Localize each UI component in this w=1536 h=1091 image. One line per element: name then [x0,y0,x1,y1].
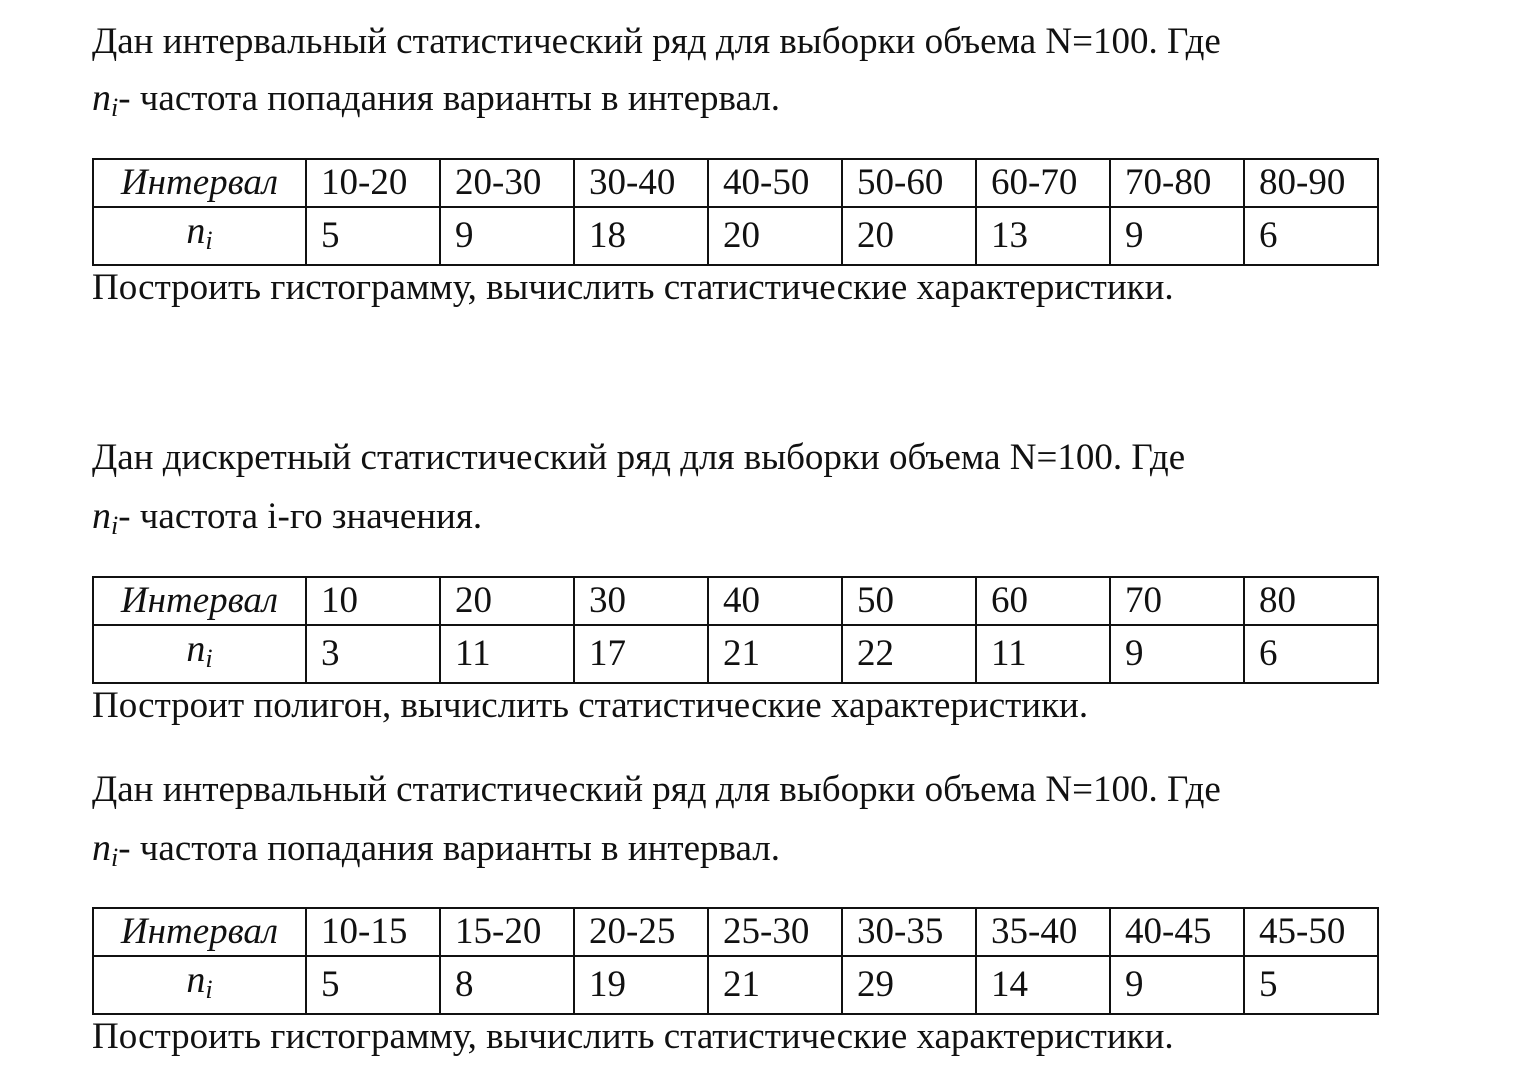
ni-letter: n [186,959,206,1001]
interval-cell: 15-20 [440,908,574,956]
interval-cell: 40-50 [708,159,842,207]
table-row-intervals [93,908,1378,956]
frequency-cell: 11 [440,625,574,683]
frequency-cell: 13 [976,207,1110,265]
frequency-table [92,158,1379,266]
ni-subscript: i [111,511,119,540]
table-row-intervals [93,577,1378,625]
ni-subscript: i [111,93,119,122]
interval-cell: 30-40 [574,159,708,207]
table-row-intervals [93,159,1378,207]
task-line: Построить гистограмму, вычислить статистические характеристики. [92,267,1174,308]
frequency-cell: 29 [842,956,976,1014]
definition-text: - частота i-го значения. [118,496,483,537]
frequency-cell: 9 [440,207,574,265]
frequency-cell: 5 [306,956,440,1014]
interval-cell: 60-70 [976,159,1110,207]
table-row-frequencies [93,625,1378,683]
frequency-cell: 3 [306,625,440,683]
definition-text: - частота попадания варианты в интервал. [118,78,780,119]
intro-line: Дан интервальный статистический ряд для выборки объема N=100. Где [92,21,1221,62]
interval-cell: 20 [440,577,574,625]
definition-line [92,826,780,880]
definition-line [92,76,780,130]
frequency-cell: 22 [842,625,976,683]
ni-letter: n [92,77,111,119]
frequency-cell: 6 [1244,207,1378,265]
frequency-cell: 8 [440,956,574,1014]
table-row-frequencies [93,956,1378,1014]
row-header-interval: Интервал [93,908,306,956]
frequency-cell: 20 [842,207,976,265]
ni-symbol [92,77,119,122]
interval-cell: 20-25 [574,908,708,956]
interval-cell: 20-30 [440,159,574,207]
intro-line: Дан интервальный статистический ряд для выборки объема N=100. Где [92,769,1221,810]
frequency-cell: 18 [574,207,708,265]
row-header-interval: Интервал [93,159,306,207]
row-header-ni [93,956,306,1014]
frequency-cell: 9 [1110,625,1244,683]
row-header-ni [93,207,306,265]
frequency-cell: 9 [1110,956,1244,1014]
frequency-cell: 20 [708,207,842,265]
interval-cell: 10-15 [306,908,440,956]
frequency-cell: 9 [1110,207,1244,265]
frequency-cell: 17 [574,625,708,683]
interval-cell: 40-45 [1110,908,1244,956]
row-header-ni [93,625,306,683]
frequency-cell: 11 [976,625,1110,683]
ni-letter: n [92,827,111,869]
interval-cell: 80-90 [1244,159,1378,207]
ni-letter: n [186,210,206,252]
interval-cell: 30 [574,577,708,625]
frequency-cell: 5 [1244,956,1378,1014]
interval-cell: 80 [1244,577,1378,625]
interval-cell: 10 [306,577,440,625]
interval-cell: 25-30 [708,908,842,956]
frequency-cell: 21 [708,956,842,1014]
frequency-cell: 14 [976,956,1110,1014]
task-line: Построит полигон, вычислить статистические характеристики. [92,685,1089,726]
ni-letter: n [186,628,206,670]
intro-line: Дан дискретный статистический ряд для выборки объема N=100. Где [92,437,1186,478]
ni-subscript: i [111,843,119,872]
definition-text: - частота попадания варианты в интервал. [118,828,780,869]
interval-cell: 35-40 [976,908,1110,956]
ni-symbol [92,495,119,540]
frequency-cell: 19 [574,956,708,1014]
ni-symbol [186,959,213,1004]
ni-symbol [186,628,213,673]
interval-cell: 10-20 [306,159,440,207]
task-line: Построить гистограмму, вычислить статистические характеристики. [92,1016,1174,1057]
frequency-cell: 6 [1244,625,1378,683]
ni-subscript: i [205,975,213,1004]
ni-symbol [92,827,119,872]
frequency-cell: 5 [306,207,440,265]
frequency-cell: 21 [708,625,842,683]
table-row-frequencies [93,207,1378,265]
interval-cell: 50 [842,577,976,625]
ni-symbol [186,210,213,255]
interval-cell: 70-80 [1110,159,1244,207]
interval-cell: 70 [1110,577,1244,625]
interval-cell: 45-50 [1244,908,1378,956]
frequency-table [92,576,1379,684]
ni-letter: n [92,495,111,537]
interval-cell: 50-60 [842,159,976,207]
frequency-table [92,907,1379,1015]
interval-cell: 60 [976,577,1110,625]
interval-cell: 40 [708,577,842,625]
definition-line [92,494,482,548]
row-header-interval: Интервал [93,577,306,625]
ni-subscript: i [205,226,213,255]
ni-subscript: i [205,644,213,673]
interval-cell: 30-35 [842,908,976,956]
